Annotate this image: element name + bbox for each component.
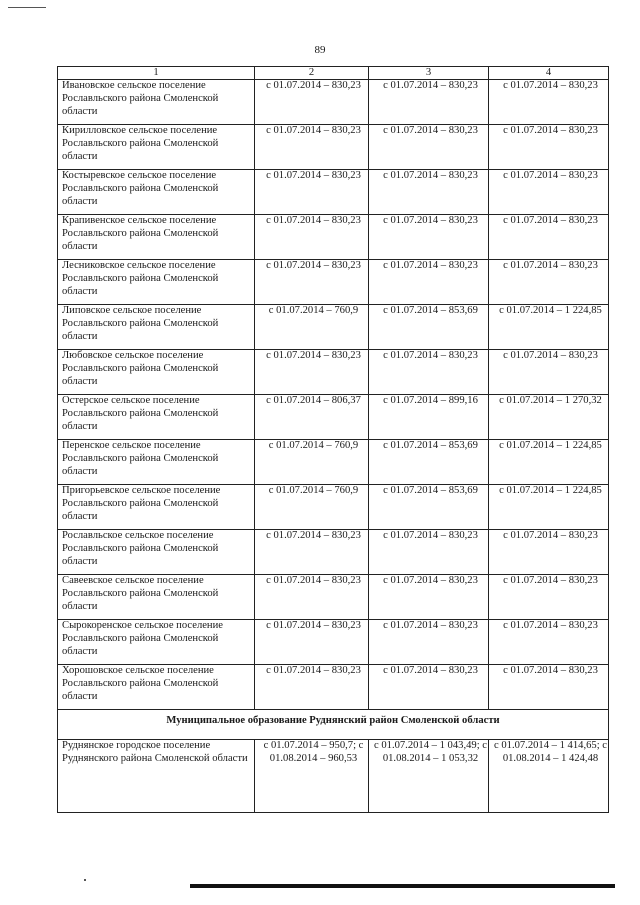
value-col3: с 01.07.2014 – 830,23 [369, 125, 489, 170]
settlement-name: Пригорьевское сельское поселение Рославльского района Смоленской области [58, 485, 255, 530]
settlement-name: Остерское сельское поселение Рославльского района Смоленской области [58, 395, 255, 440]
table-row [58, 740, 609, 813]
value-col4: с 01.07.2014 – 830,23 [489, 125, 609, 170]
table-row [58, 395, 609, 440]
value-col3: с 01.07.2014 – 830,23 [369, 575, 489, 620]
value-col4: с 01.07.2014 – 1 224,85 [489, 440, 609, 485]
value-col2: с 01.07.2014 – 806,37 [255, 395, 369, 440]
value-col3: с 01.07.2014 – 853,69 [369, 485, 489, 530]
column-header-3: 3 [369, 67, 489, 80]
settlement-name: Кирилловское сельское поселение Рославльского района Смоленской области [58, 125, 255, 170]
value-col3: с 01.07.2014 – 830,23 [369, 80, 489, 125]
settlement-name: Хорошовское сельское поселение Рославльского района Смоленской области [58, 665, 255, 710]
value-col2: с 01.07.2014 – 830,23 [255, 350, 369, 395]
table-row [58, 665, 609, 710]
table-row [58, 260, 609, 305]
value-col3: с 01.07.2014 – 830,23 [369, 530, 489, 575]
table-row [58, 125, 609, 170]
value-col4: с 01.07.2014 – 830,23 [489, 350, 609, 395]
value-col4: с 01.07.2014 – 1 224,85 [489, 305, 609, 350]
column-header-1: 1 [58, 67, 255, 80]
settlement-name: Перенское сельское поселение Рославльского района Смоленской области [58, 440, 255, 485]
value-col3: с 01.07.2014 – 830,23 [369, 620, 489, 665]
value-col3: с 01.07.2014 – 830,23 [369, 215, 489, 260]
table-row [58, 530, 609, 575]
scan-dot [84, 879, 86, 881]
tariff-table [57, 66, 609, 813]
value-col4: с 01.07.2014 – 830,23 [489, 80, 609, 125]
scan-mark [8, 7, 46, 8]
table-row [58, 80, 609, 125]
value-col2: с 01.07.2014 – 950,7; с 01.08.2014 – 960,53 [255, 740, 369, 813]
value-col2: с 01.07.2014 – 760,9 [255, 440, 369, 485]
value-col2: с 01.07.2014 – 830,23 [255, 125, 369, 170]
value-col3: с 01.07.2014 – 853,69 [369, 440, 489, 485]
value-col2: с 01.07.2014 – 830,23 [255, 530, 369, 575]
table-header-row [58, 67, 609, 80]
column-header-2: 2 [255, 67, 369, 80]
value-col3: с 01.07.2014 – 1 043,49; с 01.08.2014 – 1 053,32 [369, 740, 489, 813]
value-col2: с 01.07.2014 – 830,23 [255, 665, 369, 710]
value-col2: с 01.07.2014 – 830,23 [255, 620, 369, 665]
value-col2: с 01.07.2014 – 830,23 [255, 215, 369, 260]
settlement-name: Лесниковское сельское поселение Рославльского района Смоленской области [58, 260, 255, 305]
value-col3: с 01.07.2014 – 830,23 [369, 350, 489, 395]
value-col2: с 01.07.2014 – 830,23 [255, 260, 369, 305]
settlement-name: Рославльское сельское поселение Рославльского района Смоленской области [58, 530, 255, 575]
value-col4: с 01.07.2014 – 830,23 [489, 170, 609, 215]
value-col4: с 01.07.2014 – 830,23 [489, 530, 609, 575]
table-row [58, 485, 609, 530]
table-row [58, 440, 609, 485]
value-col4: с 01.07.2014 – 1 224,85 [489, 485, 609, 530]
value-col2: с 01.07.2014 – 830,23 [255, 80, 369, 125]
value-col4: с 01.07.2014 – 830,23 [489, 620, 609, 665]
scan-edge-bar [190, 884, 615, 888]
value-col3: с 01.07.2014 – 830,23 [369, 260, 489, 305]
page-number: 89 [314, 44, 326, 56]
value-col2: с 01.07.2014 – 760,9 [255, 305, 369, 350]
value-col3: с 01.07.2014 – 853,69 [369, 305, 489, 350]
value-col3: с 01.07.2014 – 830,23 [369, 170, 489, 215]
value-col4: с 01.07.2014 – 830,23 [489, 575, 609, 620]
table-row [58, 575, 609, 620]
settlement-name: Липовское сельское поселение Рославльского района Смоленской области [58, 305, 255, 350]
settlement-name: Любовское сельское поселение Рославльского района Смоленской области [58, 350, 255, 395]
value-col2: с 01.07.2014 – 760,9 [255, 485, 369, 530]
value-col3: с 01.07.2014 – 899,16 [369, 395, 489, 440]
column-header-4: 4 [489, 67, 609, 80]
value-col4: с 01.07.2014 – 1 414,65; с 01.08.2014 – 1 424,48 [489, 740, 609, 813]
section-heading-row [58, 710, 609, 740]
value-col2: с 01.07.2014 – 830,23 [255, 575, 369, 620]
table-row [58, 215, 609, 260]
value-col4: с 01.07.2014 – 1 270,32 [489, 395, 609, 440]
settlement-name: Крапивенское сельское поселение Рославльского района Смоленской области [58, 215, 255, 260]
table-row [58, 620, 609, 665]
settlement-name: Руднянское городское поселение Руднянского района Смоленской области [58, 740, 255, 813]
settlement-name: Ивановское сельское поселение Рославльского района Смоленской области [58, 80, 255, 125]
value-col2: с 01.07.2014 – 830,23 [255, 170, 369, 215]
value-col4: с 01.07.2014 – 830,23 [489, 215, 609, 260]
section-heading: Муниципальное образование Руднянский район Смоленской области [58, 710, 609, 740]
value-col3: с 01.07.2014 – 830,23 [369, 665, 489, 710]
settlement-name: Савеевское сельское поселение Рославльского района Смоленской области [58, 575, 255, 620]
table-row [58, 350, 609, 395]
value-col4: с 01.07.2014 – 830,23 [489, 260, 609, 305]
table-row [58, 305, 609, 350]
table-row [58, 170, 609, 215]
settlement-name: Костыревское сельское поселение Рославльского района Смоленской области [58, 170, 255, 215]
settlement-name: Сырокоренское сельское поселение Рославльского района Смоленской области [58, 620, 255, 665]
value-col4: с 01.07.2014 – 830,23 [489, 665, 609, 710]
